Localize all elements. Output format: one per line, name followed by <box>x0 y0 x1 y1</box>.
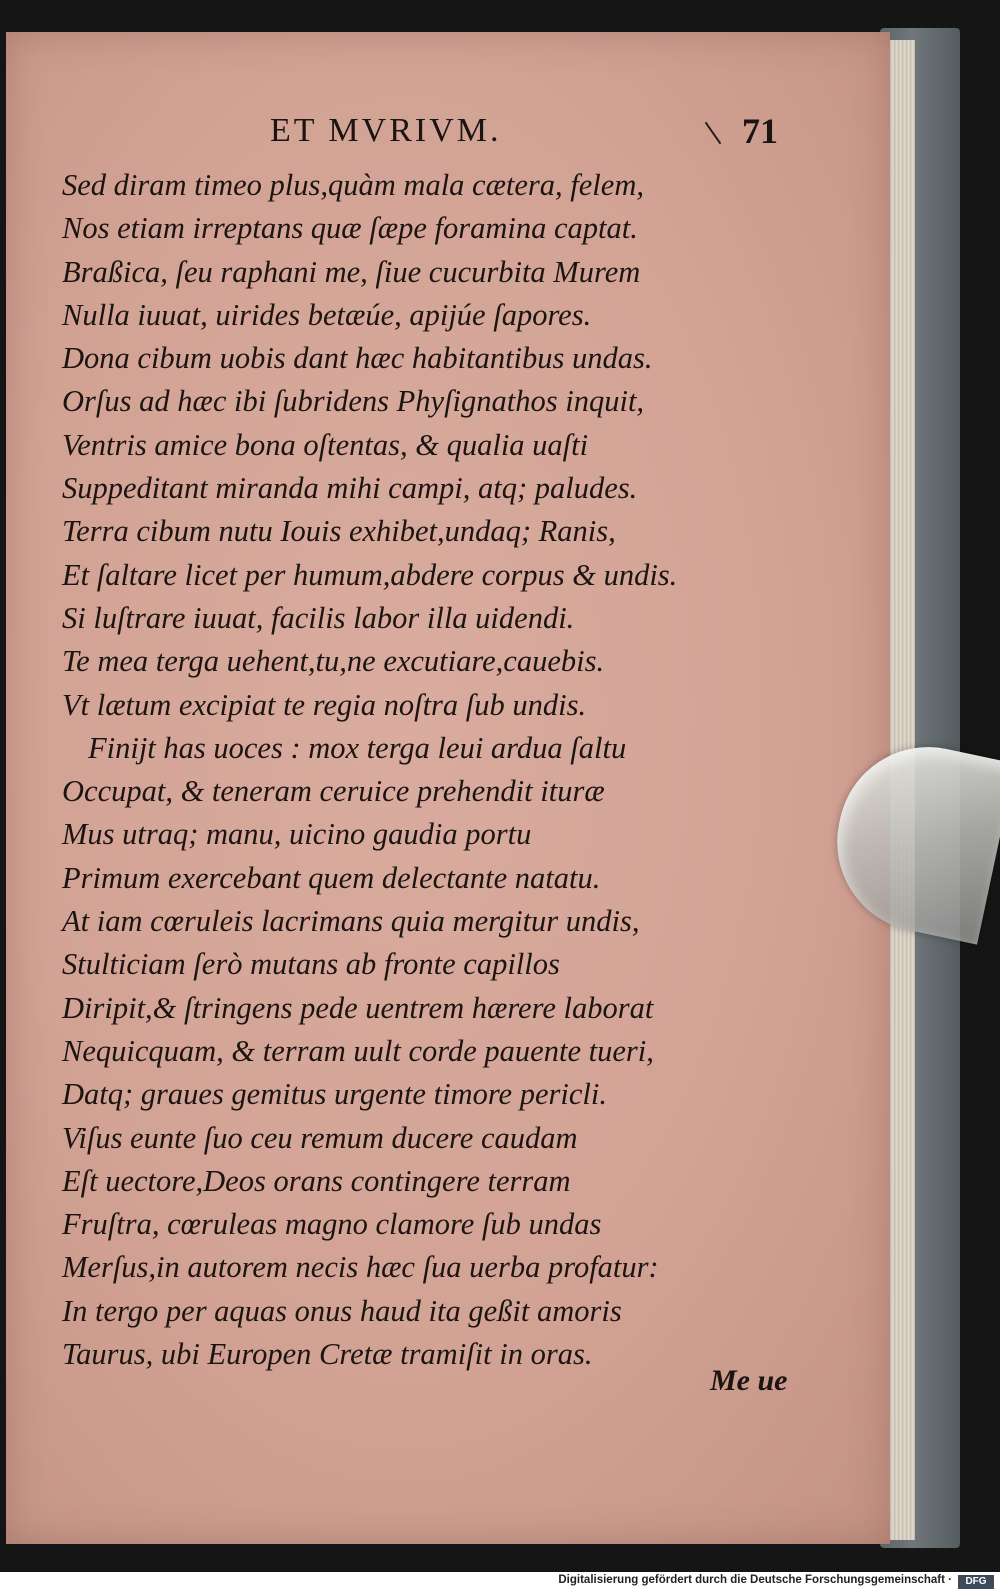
verse-line: Taurus, ubi Europen Cretæ tramiſit in oras. <box>62 1337 593 1372</box>
verse-line: Terra cibum nutu Iouis exhibet,undaq; Ranis, <box>62 514 616 549</box>
verse-line: At iam cœruleis lacrimans quia mergitur undis, <box>62 904 640 939</box>
page-header <box>0 112 890 162</box>
dfg-logo: DFG <box>958 1575 994 1589</box>
verse-text <box>62 164 862 1376</box>
verse-line: Braßica, ſeu raphani me, ſiue cucurbita Murem <box>62 254 641 289</box>
verse-line: Mus utraq; manu, uicino gaudia portu <box>62 817 532 852</box>
page-number: 71 <box>742 111 778 151</box>
verse-line: Stulticiam ſerò mutans ab fronte capillos <box>62 947 560 982</box>
verse-line: Primum exercebant quem delectante natatu. <box>62 860 601 895</box>
funding-credit: Digitalisierung gefördert durch die Deutsche Forschungsgemeinschaft · <box>558 1574 952 1586</box>
verse-line: Occupat, & teneram ceruice prehendit ituræ <box>62 774 605 809</box>
verse-line: Eſt uectore,Deos orans contingere terram <box>62 1163 571 1198</box>
verse-line: Sed diram timeo plus,quàm mala cætera, felem, <box>62 168 644 202</box>
verse-line: Nequicquam, & terram uult corde pauente tueri, <box>62 1033 654 1068</box>
running-title: ET MVRIVM. <box>270 112 502 149</box>
verse-line: Diripit,& ſtringens pede uentrem hærere laborat <box>62 990 654 1025</box>
verse-line: Suppeditant miranda mihi campi, atq; paludes. <box>62 471 638 506</box>
catchword: Me ue <box>710 1364 788 1397</box>
footer-bar <box>0 1572 1000 1592</box>
verse-line: Nos etiam irreptans quæ ſæpe foramina captat. <box>62 211 638 246</box>
verse-line: Datq; graues gemitus urgente timore pericli. <box>62 1077 607 1112</box>
verse-line: Dona cibum uobis dant hæc habitantibus undas. <box>62 341 653 376</box>
verse-line: Nulla iuuat, uirides betæúe, apijúe ſapores. <box>62 297 592 332</box>
verse-line: Fruſtra, cœruleas magno clamore ſub undas <box>62 1207 602 1242</box>
verse-line: Ventris amice bona oſtentas, & qualia uaſti <box>62 427 589 462</box>
ink-mark <box>705 122 722 144</box>
verse-line: Vt lætum excipiat te regia noſtra ſub undis. <box>62 687 587 722</box>
verse-line: Merſus,in autorem necis hæc ſua uerba profatur: <box>62 1250 659 1285</box>
verse-line: Et ſaltare licet per humum,abdere corpus & undis. <box>62 557 678 592</box>
verse-line: Orſus ad hæc ibi ſubridens Phyſignathos inquit, <box>62 384 645 419</box>
verse-line: Si luſtrare iuuat, facilis labor illa uidendi. <box>62 600 575 635</box>
verse-line: In tergo per aquas onus haud ita geßit amoris <box>62 1293 622 1328</box>
verse-line: Finijt has uoces : mox terga leui ardua ſaltu <box>88 730 627 765</box>
verse-line: Te mea terga uehent,tu,ne excutiare,cauebis. <box>62 644 605 679</box>
verse-line: Viſus eunte ſuo ceu remum ducere caudam <box>62 1120 578 1155</box>
